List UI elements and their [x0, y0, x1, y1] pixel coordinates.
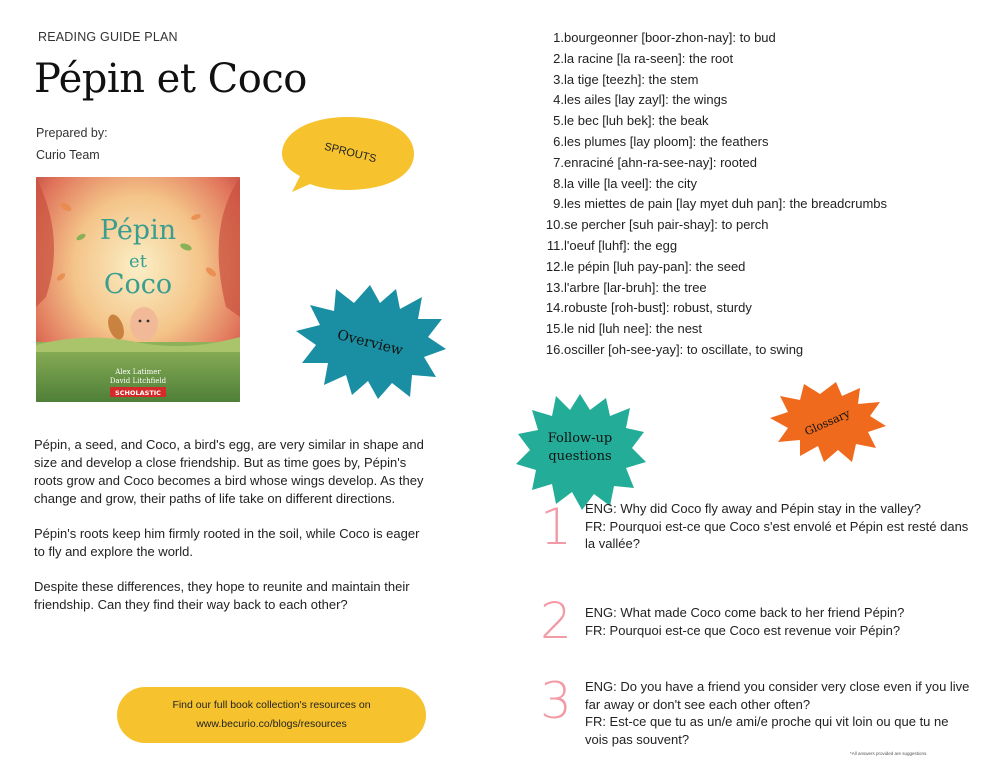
cta-line-1: Find our full book collection's resources on	[172, 699, 371, 711]
glossary-label: Glossary	[802, 406, 853, 439]
list-item: 4. les ailes [lay zayl]: the wings	[553, 92, 728, 108]
prepared-name: Curio Team	[36, 148, 100, 162]
resources-cta[interactable]	[117, 687, 426, 743]
cover-publisher: SCHOLASTIC	[115, 389, 161, 397]
glossary-badge	[768, 380, 886, 464]
question-text: ENG: What made Coco come back to her friend Pépin? FR: Pourquoi est-ce que Coco est revenue voir Pépin?	[585, 605, 905, 638]
footnote: *All answers provided are suggestions.	[850, 751, 928, 756]
prepared-by	[36, 122, 108, 166]
list-item: 12. le pépin [luh pay-pan]: the seed	[545, 258, 746, 274]
summary-paragraph-2: Pépin's roots keep him firmly rooted in the soil, while Coco is eager to fly and explore the world.	[34, 526, 420, 559]
followup-badge	[514, 392, 646, 510]
summary	[34, 436, 426, 631]
list-item: 14. robuste [roh-bust]: robust, sturdy	[545, 300, 752, 316]
summary-paragraph-1: Pépin, a seed, and Coco, a bird's egg, are very similar in shape and size and develop a close friendship. But as time goes by, Pépin's roots grow and Coco becomes a bird whose wings develop. As they change and grow, their paths of life take on different directions.	[34, 437, 424, 506]
question-number: 3	[540, 672, 572, 730]
cta-link[interactable]: www.becurio.co/blogs/resources	[196, 718, 347, 730]
glossary-list	[540, 28, 887, 361]
cover-author-2: David Litchfield	[109, 377, 167, 385]
list-item: 9. les miettes de pain [lay myet duh pan]: the breadcrumbs	[553, 196, 888, 212]
cover-title-3: Coco	[103, 269, 173, 300]
book-cover	[36, 177, 240, 402]
doc-eyebrow: READING GUIDE PLAN	[38, 30, 178, 44]
list-item: 7. enraciné [ahn-ra-see-nay]: rooted	[553, 154, 757, 170]
list-item: 2. la racine [la ra-seen]: the root	[553, 50, 734, 66]
list-item: 13. l'arbre [lar-bruh]: the tree	[545, 279, 707, 295]
list-item: 6. les plumes [lay ploom]: the feathers	[553, 133, 769, 149]
followup-label-2: questions	[548, 449, 612, 464]
book-cover-art	[36, 177, 240, 402]
sprouts-badge	[278, 112, 418, 192]
sprouts-label: SPROUTS	[322, 140, 378, 166]
question-text: ENG: Do you have a friend you consider very close even if you live far away or don't see each other often? FR: Est-ce que tu as un/e ami/e proche qui vit loin ou que tu ne vois pas souvent?	[585, 679, 970, 747]
page-title: Pépin et Coco	[34, 56, 307, 102]
question-number: 1	[540, 498, 572, 556]
list-item: 1. bourgeonner [boor-zhon-nay]: to bud	[553, 30, 776, 45]
list-item: 5. le bec [luh bek]: the beak	[553, 113, 709, 129]
overview-label: Overview	[335, 327, 405, 359]
cover-title-1: Pépin	[99, 215, 177, 246]
list-item: 16. osciller [oh-see-yay]: to oscillate, to swing	[545, 341, 804, 357]
question-text: ENG: Why did Coco fly away and Pépin stay in the valley? FR: Pourquoi est-ce que Coco s'est envolé et Pépin est resté dans la vallée?	[585, 501, 969, 551]
followup-label-1: Follow-up	[547, 431, 613, 446]
prepared-label: Prepared by:	[36, 126, 108, 140]
question-number: 2	[540, 592, 572, 650]
list-item: 11. l'oeuf [luhf]: the egg	[546, 237, 678, 253]
list-item: 8. la ville [la veel]: the city	[553, 175, 697, 191]
cover-author-1: Alex Latimer	[115, 368, 161, 376]
list-item: 3. la tige [teezh]: the stem	[553, 71, 699, 87]
overview-badge	[292, 283, 448, 399]
summary-paragraph-3: Despite these differences, they hope to reunite and maintain their friendship. Can they find their way back to each other?	[34, 579, 410, 612]
list-item: 15. le nid [luh nee]: the nest	[545, 321, 703, 337]
list-item: 10. se percher [suh pair-shay]: to perch	[545, 217, 769, 233]
cover-title-2: et	[129, 251, 147, 272]
